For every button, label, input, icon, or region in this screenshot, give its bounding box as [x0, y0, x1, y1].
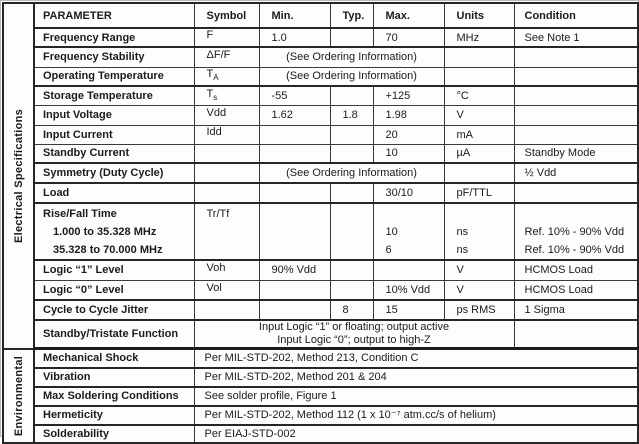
cell-hermeticity-parameter: Hermeticity [34, 406, 194, 425]
cell-line: Ref. 10% - 90% Vdd [524, 226, 625, 238]
spec-row-solderability [3, 425, 638, 443]
cell-cycle-to-cycle-jitter-condition: 1 Sigma [514, 300, 638, 320]
spec-row-symmetry [3, 163, 638, 183]
cell-symmetry-symbol [194, 163, 259, 183]
cell-standby-current-typ [330, 144, 373, 163]
symbol-text: Idd [206, 126, 222, 139]
cell-cycle-to-cycle-jitter-typ: 8 [330, 300, 373, 320]
cell-logic-1-level-typ [330, 260, 373, 280]
cell-frequency-stability-condition [514, 47, 638, 67]
cell-logic-0-level-max: 10% Vdd [373, 280, 444, 300]
cell-storage-temperature-symbol [194, 86, 259, 105]
cell-input-voltage-condition [514, 105, 638, 125]
cell-frequency-range-max: 70 [373, 28, 444, 47]
cell-rise-fall-time-units [444, 203, 514, 260]
cell-cycle-to-cycle-jitter-units: ps RMS [444, 300, 514, 320]
cell-vibration-value: Per MIL-STD-202, Method 201 & 204 [194, 368, 638, 387]
cell-logic-0-level-condition: HCMOS Load [514, 280, 638, 300]
cell-symmetry-parameter: Symmetry (Duty Cycle) [34, 163, 194, 183]
spec-row-operating-temperature [3, 67, 638, 86]
col-header-symbol: Symbol [194, 3, 259, 28]
spec-row-max-soldering-conditions [3, 387, 638, 406]
cell-solderability-parameter: Solderability [34, 425, 194, 443]
cell-operating-temperature-units [444, 67, 514, 86]
cell-input-voltage-max: 1.98 [373, 105, 444, 125]
cell-line: 35.328 to 70.000 MHz [53, 244, 163, 256]
spec-row-standby-current [3, 144, 638, 163]
spec-table [2, 2, 639, 444]
cell-frequency-range-symbol [194, 28, 259, 47]
spec-row-rise-fall-time [3, 203, 638, 260]
cell-rise-fall-time-parameter [34, 203, 194, 260]
cell-load-min [259, 183, 330, 203]
cell-solderability-value: Per EIAJ-STD-002 [194, 425, 638, 443]
col-header-max: Max. [373, 3, 444, 28]
cell-line [207, 223, 257, 241]
cell-input-current-units: mA [444, 125, 514, 144]
cell-input-current-max: 20 [373, 125, 444, 144]
cell-load-typ [330, 183, 373, 203]
cell-line: 1.000 to 35.328 MHz [53, 226, 157, 238]
cell-line [272, 205, 328, 223]
col-header-min: Min. [259, 3, 330, 28]
spec-row-input-voltage [3, 105, 638, 125]
cell-standby-current-max: 10 [373, 144, 444, 163]
cell-line: ns [456, 226, 469, 238]
cell-input-voltage-units: V [444, 105, 514, 125]
spec-row-input-current [3, 125, 638, 144]
cell-input-voltage-parameter: Input Voltage [34, 105, 194, 125]
spec-row-load [3, 183, 638, 203]
symbol-text: ΔF/F [206, 49, 231, 62]
cell-input-current-symbol [194, 125, 259, 144]
cell-logic-1-level-max [373, 260, 444, 280]
cell-symmetry-ordering-info: (See Ordering Information) [259, 163, 444, 183]
cell-frequency-range-parameter: Frequency Range [34, 28, 194, 47]
cell-frequency-stability-ordering-info: (See Ordering Information) [259, 47, 444, 67]
symbol-subscript: s [213, 92, 218, 102]
cell-logic-0-level-units: V [444, 280, 514, 300]
cell-symmetry-condition: ½ Vdd [514, 163, 638, 183]
cell-input-current-min [259, 125, 330, 144]
symbol-text: Vol [206, 281, 222, 294]
cell-load-max: 30/10 [373, 183, 444, 203]
cell-line [457, 205, 512, 223]
cell-line: Input Logic “1” or floating; output active [258, 321, 450, 333]
cell-operating-temperature-ordering-info: (See Ordering Information) [259, 67, 444, 86]
cell-max-soldering-conditions-parameter: Max Soldering Conditions [34, 387, 194, 406]
cell-logic-1-level-min: 90% Vdd [259, 260, 330, 280]
cell-mechanical-shock-value: Per MIL-STD-202, Method 213, Condition C [194, 349, 638, 368]
symbol-text: T [206, 87, 214, 100]
cell-load-units: pF/TTL [444, 183, 514, 203]
cell-input-voltage-typ: 1.8 [330, 105, 373, 125]
cell-cycle-to-cycle-jitter-min [259, 300, 330, 320]
cell-frequency-range-typ [330, 28, 373, 47]
cell-vibration-parameter: Vibration [34, 368, 194, 387]
cell-frequency-range-condition: See Note 1 [514, 28, 638, 47]
spec-row-frequency-range [3, 28, 638, 47]
symbol-text: F [206, 29, 214, 42]
cell-rise-fall-time-min [259, 203, 330, 260]
header-row [3, 3, 638, 28]
symbol-subscript: A [213, 73, 219, 83]
section-label-environmental [3, 349, 34, 443]
cell-input-voltage-symbol [194, 105, 259, 125]
spec-row-frequency-stability [3, 47, 638, 67]
cell-logic-0-level-symbol [194, 280, 259, 300]
cell-mechanical-shock-parameter: Mechanical Shock [34, 349, 194, 368]
section-label-electrical [3, 3, 34, 349]
cell-storage-temperature-parameter: Storage Temperature [34, 86, 194, 105]
cell-line [386, 205, 442, 223]
cell-line [343, 223, 371, 241]
cell-storage-temperature-units: °C [444, 86, 514, 105]
cell-line: Input Logic “0”; output to high-Z [277, 334, 431, 346]
cell-standby-current-units: µA [444, 144, 514, 163]
spec-row-vibration [3, 368, 638, 387]
cell-load-condition [514, 183, 638, 203]
electrical-specifications-label: Electrical Specifications [12, 108, 25, 243]
cell-storage-temperature-min: -55 [259, 86, 330, 105]
cell-max-soldering-conditions-value: See solder profile, Figure 1 [194, 387, 638, 406]
cell-line [272, 241, 328, 259]
cell-line [272, 223, 328, 241]
spec-row-standby-tristate [3, 320, 638, 349]
cell-rise-fall-time-typ [330, 203, 373, 260]
cell-storage-temperature-max: +125 [373, 86, 444, 105]
cell-input-current-typ [330, 125, 373, 144]
cell-standby-current-condition: Standby Mode [514, 144, 638, 163]
symbol-text: T [206, 68, 214, 81]
cell-frequency-stability-symbol [194, 47, 259, 67]
symbol-text: Vdd [206, 106, 227, 119]
cell-standby-tristate-condition [514, 320, 638, 349]
cell-line: ns [456, 244, 469, 256]
spec-row-storage-temperature [3, 86, 638, 105]
cell-frequency-stability-units [444, 47, 514, 67]
cell-storage-temperature-condition [514, 86, 638, 105]
cell-input-voltage-min: 1.62 [259, 105, 330, 125]
cell-logic-0-level-min [259, 280, 330, 300]
cell-load-symbol [194, 183, 259, 203]
cell-line: Ref. 10% - 90% Vdd [524, 244, 625, 256]
cell-standby-current-min [259, 144, 330, 163]
environmental-label: Environmental [12, 355, 25, 436]
cell-logic-1-level-units: V [444, 260, 514, 280]
cell-rise-fall-time-max [373, 203, 444, 260]
cell-input-current-parameter: Input Current [34, 125, 194, 144]
cell-line: Rise/Fall Time [43, 208, 117, 220]
symbol-text: Voh [206, 262, 226, 275]
spec-row-logic-1-level [3, 260, 638, 280]
cell-logic-1-level-symbol [194, 260, 259, 280]
cell-standby-current-parameter: Standby Current [34, 144, 194, 163]
cell-rise-fall-time-condition [514, 203, 638, 260]
cell-storage-temperature-typ [330, 86, 373, 105]
cell-symmetry-units [444, 163, 514, 183]
cell-operating-temperature-condition [514, 67, 638, 86]
spec-row-mechanical-shock [3, 349, 638, 368]
cell-frequency-range-units: MHz [444, 28, 514, 47]
cell-logic-0-level-typ [330, 280, 373, 300]
cell-line [525, 205, 636, 223]
spec-row-cycle-to-cycle-jitter [3, 300, 638, 320]
cell-input-current-condition [514, 125, 638, 144]
cell-cycle-to-cycle-jitter-symbol [194, 300, 259, 320]
col-header-parameter: PARAMETER [34, 3, 194, 28]
cell-operating-temperature-parameter: Operating Temperature [34, 67, 194, 86]
cell-cycle-to-cycle-jitter-max: 15 [373, 300, 444, 320]
cell-logic-1-level-parameter: Logic “1” Level [34, 260, 194, 280]
cell-line [207, 241, 257, 259]
cell-logic-1-level-condition: HCMOS Load [514, 260, 638, 280]
cell-standby-current-symbol [194, 144, 259, 163]
cell-frequency-stability-parameter: Frequency Stability [34, 47, 194, 67]
col-header-condition: Condition [514, 3, 638, 28]
cell-operating-temperature-symbol [194, 67, 259, 86]
cell-line [343, 241, 371, 259]
cell-hermeticity-value: Per MIL-STD-202, Method 112 (1 x 10⁻⁷ atm.cc/s of helium) [194, 406, 638, 425]
cell-standby-tristate-parameter: Standby/Tristate Function [34, 320, 194, 349]
spec-row-hermeticity [3, 406, 638, 425]
cell-logic-0-level-parameter: Logic “0” Level [34, 280, 194, 300]
cell-cycle-to-cycle-jitter-parameter: Cycle to Cycle Jitter [34, 300, 194, 320]
cell-line: Tr/Tf [206, 208, 230, 220]
cell-rise-fall-time-symbol [194, 203, 259, 260]
cell-load-parameter: Load [34, 183, 194, 203]
col-header-units: Units [444, 3, 514, 28]
cell-line: 10 [385, 226, 398, 238]
cell-line [343, 205, 371, 223]
col-header-typ: Typ. [330, 3, 373, 28]
cell-frequency-range-min: 1.0 [259, 28, 330, 47]
cell-standby-tristate-description [194, 320, 514, 349]
cell-line: 6 [385, 244, 392, 256]
spec-row-logic-0-level [3, 280, 638, 300]
